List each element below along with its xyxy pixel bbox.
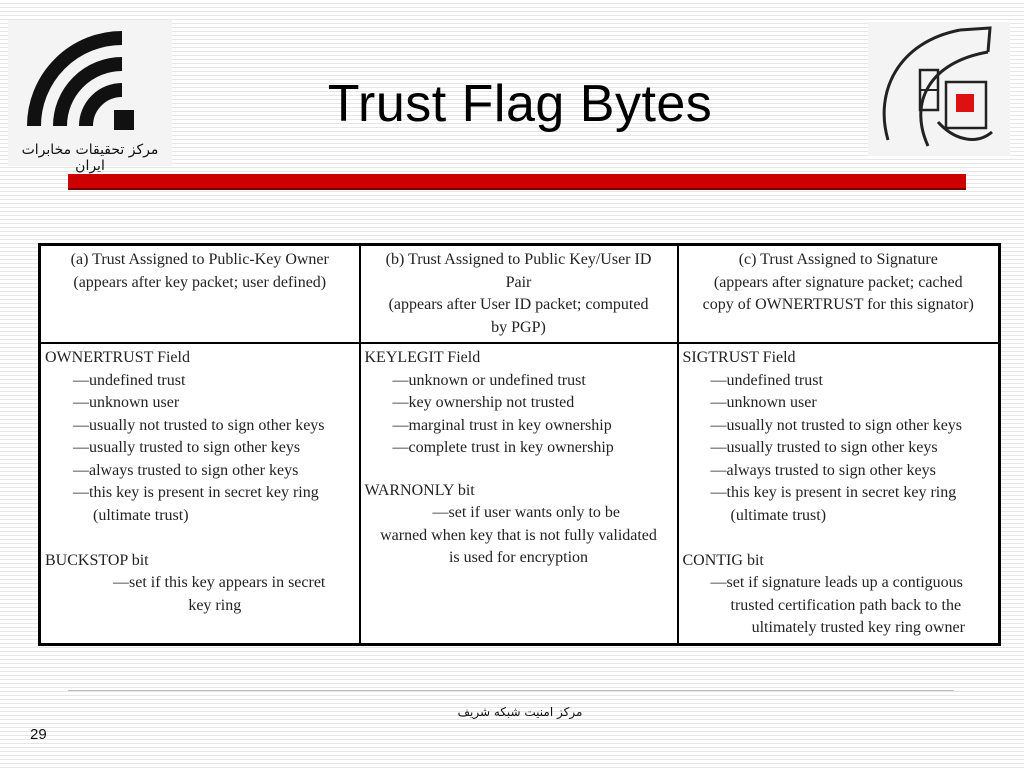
list-item: —usually trusted to sign other keys bbox=[73, 439, 301, 456]
slide-title: Trust Flag Bytes bbox=[327, 75, 713, 133]
list-item: —unknown user bbox=[710, 394, 817, 411]
header-line: (c) Trust Assigned to Signature bbox=[738, 251, 938, 268]
bit-description: warned when key that is not fully validated bbox=[380, 526, 657, 544]
header-line: (appears after key packet; user defined) bbox=[73, 273, 327, 291]
logo-caption: مرکز تحقیقات مخابرات ایران bbox=[21, 142, 159, 174]
header-cell-owner bbox=[40, 245, 360, 344]
bit-name: WARNONLY bit bbox=[364, 481, 475, 499]
list-item-continuation: (ultimate trust) bbox=[730, 506, 827, 524]
bit-description: —set if signature leads up a contiguous bbox=[710, 574, 963, 591]
right-logo bbox=[868, 22, 1010, 156]
body-cell-userid bbox=[360, 343, 678, 644]
institution-emblem-logo-icon bbox=[868, 22, 1010, 156]
bit-description: key ring bbox=[188, 596, 242, 614]
list-item: —usually not trusted to sign other keys bbox=[710, 416, 963, 434]
list-item: —key ownership not trusted bbox=[392, 394, 575, 411]
footer-divider bbox=[68, 690, 954, 691]
bit-name: CONTIG bit bbox=[682, 551, 764, 569]
header-line: (b) Trust Assigned to Public Key/User ID bbox=[385, 251, 652, 268]
field-name: SIGTRUST Field bbox=[682, 349, 796, 366]
header-line: Pair bbox=[505, 273, 532, 291]
header-cell-signature bbox=[678, 245, 1000, 344]
header-line: by PGP) bbox=[491, 318, 546, 336]
list-item: —this key is present in secret key ring bbox=[710, 484, 957, 501]
bit-description: —set if user wants only to be bbox=[432, 504, 621, 521]
list-item: —undefined trust bbox=[73, 371, 186, 389]
header-cell-userid bbox=[360, 245, 678, 344]
table-header-row bbox=[40, 245, 1000, 344]
bit-description: ultimately trusted key ring owner bbox=[751, 619, 965, 636]
list-item: —this key is present in secret key ring bbox=[73, 484, 319, 501]
left-logo bbox=[8, 20, 172, 174]
bit-description: trusted certification path back to the bbox=[730, 596, 962, 614]
footer-text: مرکز امنیت شبکه شریف bbox=[457, 705, 583, 719]
list-item: —marginal trust in key ownership bbox=[392, 416, 612, 434]
header-line: (appears after signature packet; cached bbox=[713, 273, 963, 291]
list-item: —usually trusted to sign other keys bbox=[710, 439, 938, 456]
title-divider-bar bbox=[68, 174, 966, 190]
list-item: —usually not trusted to sign other keys bbox=[73, 416, 325, 434]
field-name: KEYLEGIT Field bbox=[364, 349, 481, 366]
list-item: —complete trust in key ownership bbox=[392, 439, 614, 456]
header-line: copy of OWNERTRUST for this signator) bbox=[702, 296, 974, 313]
trust-flag-table bbox=[38, 243, 1001, 646]
bit-name: BUCKSTOP bit bbox=[45, 551, 149, 569]
list-item-continuation: (ultimate trust) bbox=[93, 506, 189, 524]
field-name: OWNERTRUST Field bbox=[45, 349, 190, 366]
bit-description: —set if this key appears in secret bbox=[113, 574, 326, 591]
header-line: (a) Trust Assigned to Public-Key Owner bbox=[70, 251, 329, 268]
body-cell-owner bbox=[40, 343, 360, 644]
bit-description: is used for encryption bbox=[448, 549, 589, 566]
list-item: —undefined trust bbox=[710, 371, 823, 389]
list-item: —always trusted to sign other keys bbox=[710, 461, 936, 479]
list-item: —unknown user bbox=[73, 394, 180, 411]
table-body-row bbox=[40, 343, 1000, 644]
list-item: —unknown or undefined trust bbox=[392, 371, 586, 389]
header-line: (appears after User ID packet; computed bbox=[388, 296, 649, 313]
page-number: 29 bbox=[30, 726, 47, 743]
signal-waves-logo-icon bbox=[26, 30, 150, 134]
list-item: —always trusted to sign other keys bbox=[73, 461, 299, 479]
body-cell-signature bbox=[678, 343, 1000, 644]
